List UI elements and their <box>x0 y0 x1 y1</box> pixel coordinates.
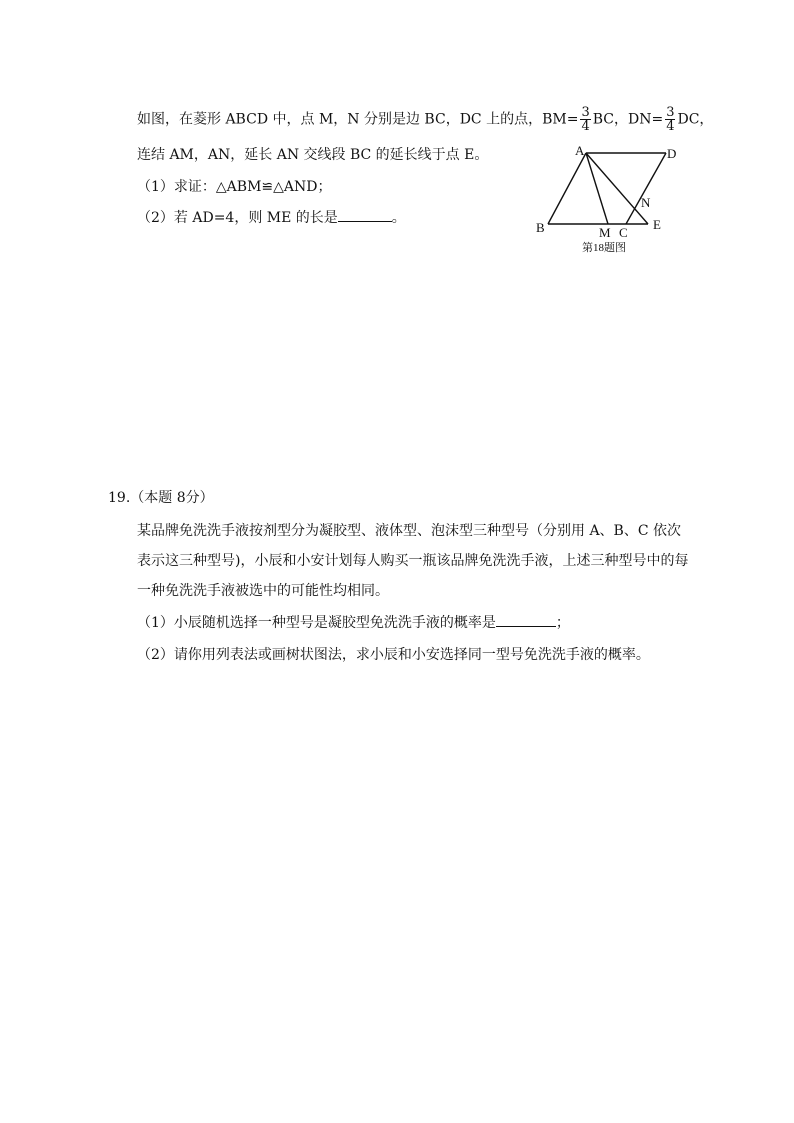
figure-caption: 第18题图 <box>582 242 626 254</box>
q18-part-2 <box>137 208 406 227</box>
q18-line-2: 连结 AM，AN，延长 AN 交线段 BC 的延长线于点 E。 <box>137 147 489 163</box>
label-M: M <box>599 225 611 240</box>
q19-paragraph-line-3: 一种免洗洗手液被选中的可能性均相同。 <box>137 583 389 599</box>
label-D: D <box>667 146 677 161</box>
q19-paragraph-line-2: 表示这三种型号)，小辰和小安计划每人购买一瓶该品牌免洗洗手液，上述三种型号中的每 <box>137 553 689 569</box>
q18-part-2-end: 。 <box>391 210 406 226</box>
label-N: N <box>641 195 651 210</box>
q19-paragraph-line-1: 某品牌免洗洗手液按剂型分为凝胶型、液体型、泡沫型三种型号（分别用 A、B、C 依次 <box>137 523 682 539</box>
label-E: E <box>653 217 661 232</box>
label-A: A <box>575 143 585 158</box>
q19-part-2: （2）请你用列表法或画树状图法，求小辰和小安选择同一型号免洗洗手液的概率。 <box>137 647 650 663</box>
segment-AM <box>586 153 608 224</box>
segment-DC <box>626 153 666 224</box>
answer-blank <box>496 613 556 627</box>
segment-AB <box>548 153 586 224</box>
q19-header: 19.（本题 8分） <box>108 490 214 506</box>
label-B: B <box>536 220 545 235</box>
segment-AE <box>586 153 648 224</box>
label-C: C <box>619 225 628 240</box>
rhombus-figure <box>530 142 710 262</box>
q18-part-2-text: （2）若 AD=4，则 ME 的长是 <box>137 210 338 226</box>
q19-part-1-text: （1）小辰随机选择一种型号是凝胶型免洗洗手液的概率是 <box>137 615 496 631</box>
q19-part-1-end: ； <box>555 615 570 631</box>
q18-line-1-text-c: DC， <box>677 111 714 128</box>
q18-line-1-text-a: 如图，在菱形 ABCD 中，点 M，N 分别是边 BC，DC 上的点，BM= <box>137 111 579 128</box>
q18-line-1-text-b: BC，DN= <box>592 111 664 128</box>
q18-line-1 <box>137 106 713 133</box>
q18-part-1: （1）求证：△ABM≌△AND； <box>137 179 332 195</box>
answer-blank <box>338 208 392 222</box>
fraction-three-quarters: $\frac{3}{4}$ <box>581 105 590 134</box>
q19-part-1 <box>137 613 570 632</box>
fraction-three-quarters: $\frac{3}{4}$ <box>666 105 675 134</box>
